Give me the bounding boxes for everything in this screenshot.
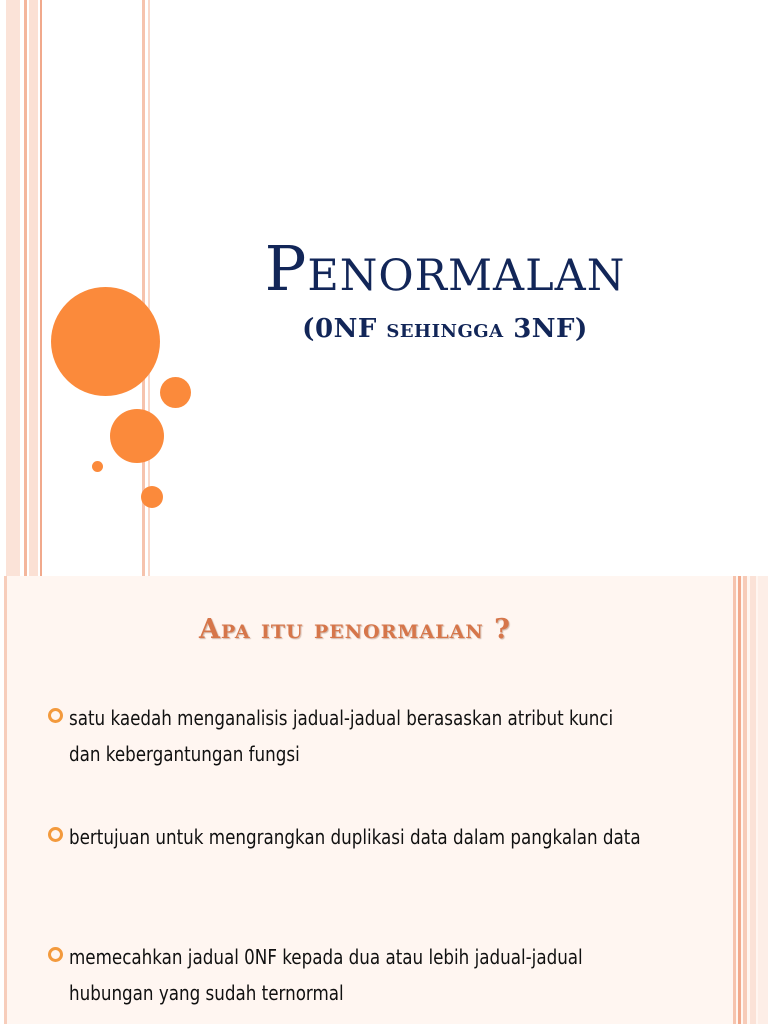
decorative-stripe — [758, 576, 768, 1024]
decorative-circle-small — [141, 486, 163, 508]
bullet-item — [48, 700, 688, 772]
decorative-stripe — [738, 576, 741, 1024]
decorative-stripe — [733, 576, 736, 1024]
ring-bullet-icon — [48, 708, 63, 723]
ring-bullet-icon — [48, 947, 63, 962]
decorative-circle-medium — [110, 409, 164, 463]
slide-subtitle: (0NF sehingga 3NF) — [302, 314, 588, 344]
bullet-item — [48, 939, 688, 1011]
slide-title: Penormalan — [264, 232, 626, 305]
decorative-stripe — [29, 0, 38, 576]
bullet-text: memecahkan jadual 0NF kepada dua atau lebih jadual-jadual hubungan yang sudah ternormal — [69, 945, 583, 1005]
ring-bullet-icon — [48, 827, 63, 842]
decorative-circle-small — [160, 377, 191, 408]
slide-title: Apa itu penormalan ? — [199, 614, 511, 645]
decorative-stripe — [40, 0, 42, 576]
decorative-stripe — [6, 0, 20, 576]
decorative-circle-tiny — [92, 461, 103, 472]
decorative-stripe — [24, 0, 27, 576]
content-slide — [0, 576, 768, 1024]
bullet-item — [48, 819, 688, 855]
decorative-stripe — [750, 576, 756, 1024]
decorative-circle-large — [51, 287, 160, 396]
bullet-text: satu kaedah menganalisis jadual-jadual berasaskan atribut kunci dan kebergantungan fungsi — [69, 706, 614, 766]
decorative-stripe — [743, 576, 747, 1024]
bullet-text: bertujuan untuk mengrangkan duplikasi data dalam pangkalan data — [69, 825, 641, 849]
